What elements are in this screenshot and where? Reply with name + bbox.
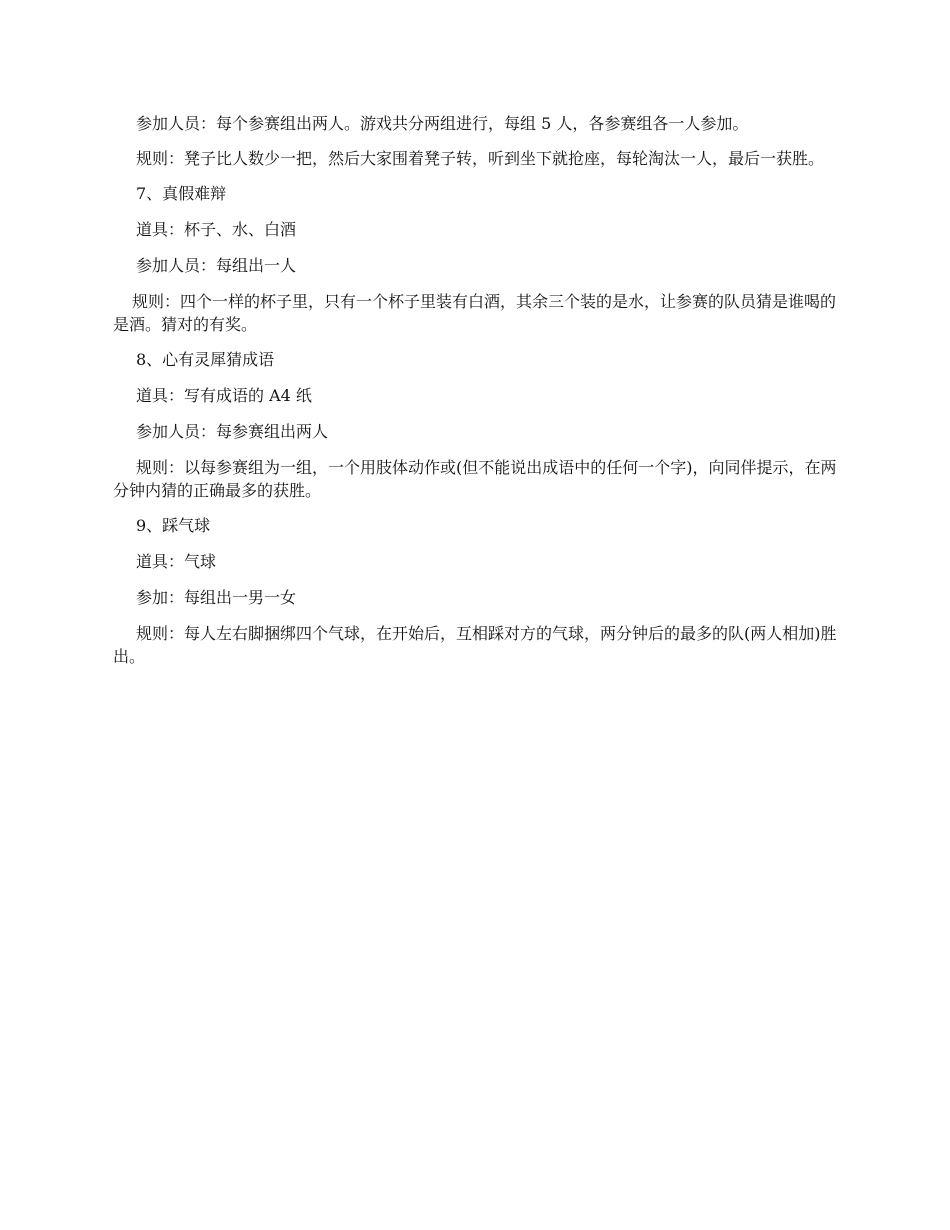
paragraph-participants-game7: 参加人员：每组出一人 <box>136 256 297 275</box>
paragraph-participants-game8: 参加人员：每参赛组出两人 <box>136 422 329 441</box>
heading-game7: 7、真假难辩 <box>136 184 227 203</box>
paragraph-rules-game7: 规则：四个一样的杯子里，只有一个杯子里装有白酒，其余三个装的是水，让参赛的队员猜是谁喝的是酒。猜对的有奖。 <box>113 292 837 334</box>
paragraph-rules-game8: 规则：以每参赛组为一组，一个用肢体动作或(但不能说出成语中的任何一个字)，向同伴提示，在两分钟内猜的正确最多的获胜。 <box>113 458 837 500</box>
paragraph-props-game7: 道具：杯子、水、白酒 <box>136 220 297 239</box>
paragraph-rules-game9: 规则：每人左右脚捆绑四个气球，在开始后，互相踩对方的气球，两分钟后的最多的队(两人相加)胜出。 <box>113 624 837 666</box>
paragraph-props-game9: 道具：气球 <box>136 552 217 571</box>
paragraph-rules-game6: 规则：凳子比人数少一把，然后大家围着凳子转，听到坐下就抢座，每轮淘汰一人，最后一获胜。 <box>136 149 825 168</box>
paragraph-participants-game9: 参加：每组出一男一女 <box>136 588 297 607</box>
paragraph-props-game8: 道具：写有成语的 A4 纸 <box>136 386 312 405</box>
paragraph-participants-game6: 参加人员：每个参赛组出两人。游戏共分两组进行，每组 5 人，各参赛组各一人参加。 <box>136 114 749 133</box>
heading-game8: 8、心有灵犀猜成语 <box>136 350 275 369</box>
document-body <box>113 112 840 680</box>
heading-game9: 9、踩气球 <box>136 516 211 535</box>
